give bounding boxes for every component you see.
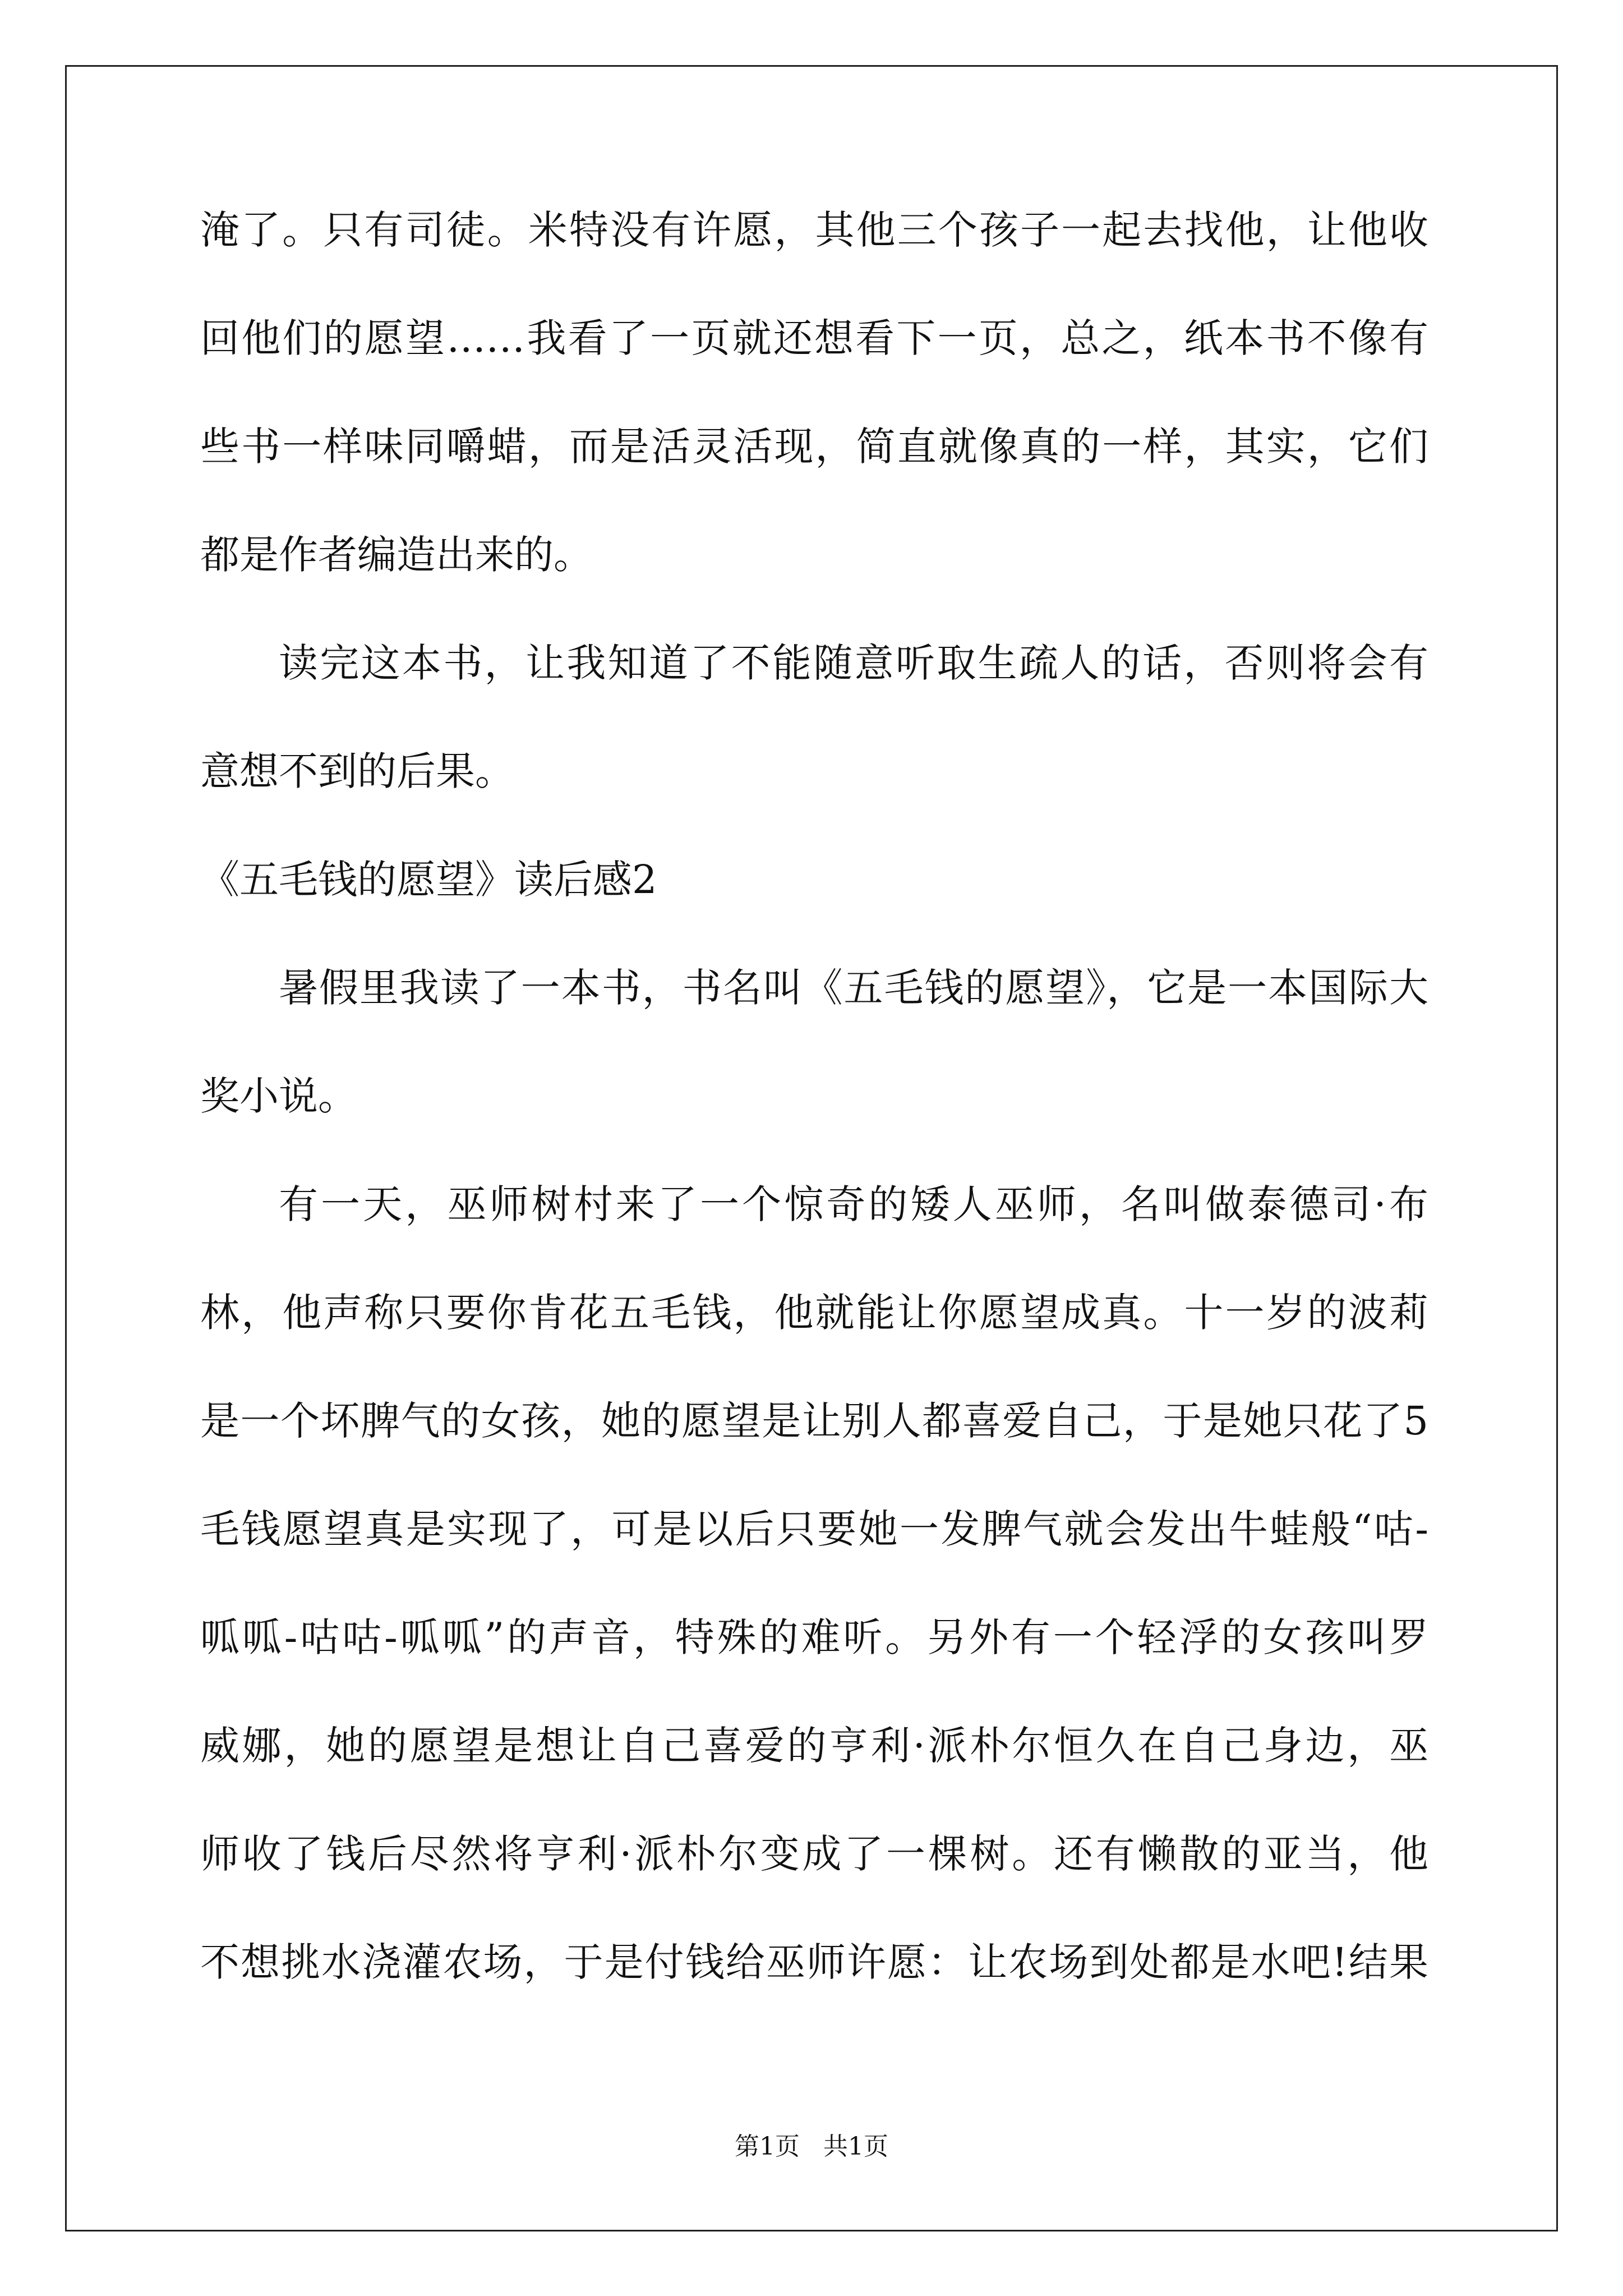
- body-line: 师收了钱后尽然将亨利·派朴尔变成了一棵树。还有懒散的亚当，他: [200, 1831, 1428, 1877]
- body-line: 是一个坏脾气的女孩，她的愿望是让别人都喜爱自己，于是她只花了5: [200, 1398, 1428, 1444]
- body-line: 毛钱愿望真是实现了，可是以后只要她一发脾气就会发出牛蛙般“咕-: [200, 1506, 1428, 1552]
- body-line: 回他们的愿望……我看了一页就还想看下一页，总之，纸本书不像有: [200, 315, 1428, 361]
- body-line: 呱呱-咕咕-呱呱”的声音，特殊的难听。另外有一个轻浮的女孩叫罗: [200, 1614, 1428, 1660]
- body-line: 不想挑水浇灌农场，于是付钱给巫师许愿：让农场到处都是水吧!结果: [200, 1939, 1428, 1985]
- body-line: 有一天，巫师树村来了一个惊奇的矮人巫师，名叫做泰德司·布: [279, 1181, 1428, 1227]
- body-line: 暑假里我读了一本书，书名叫《五毛钱的愿望》，它是一本国际大: [279, 965, 1428, 1011]
- page-footer: 第1页 共1页: [735, 2132, 888, 2161]
- body-line: 奖小说。: [200, 1073, 357, 1119]
- body-line: 林，他声称只要你肯花五毛钱，他就能让你愿望成真。十一岁的波莉: [200, 1290, 1428, 1336]
- body-line: 意想不到的后果。: [200, 748, 514, 794]
- section-heading: 《五毛钱的愿望》读后感2: [200, 857, 657, 903]
- body-line: 读完这本书，让我知道了不能随意听取生疏人的话，否则将会有: [279, 640, 1428, 686]
- body-line: 都是作者编造出来的。: [200, 532, 593, 578]
- body-line: 些书一样味同嚼蜡，而是活灵活现，简直就像真的一样，其实，它们: [200, 424, 1428, 470]
- body-line: 威娜，她的愿望是想让自己喜爱的亨利·派朴尔恒久在自己身边，巫: [200, 1723, 1428, 1769]
- document-body: [200, 208, 1428, 2048]
- body-line: 淹了。只有司徒。米特没有许愿，其他三个孩子一起去找他，让他收: [200, 207, 1428, 253]
